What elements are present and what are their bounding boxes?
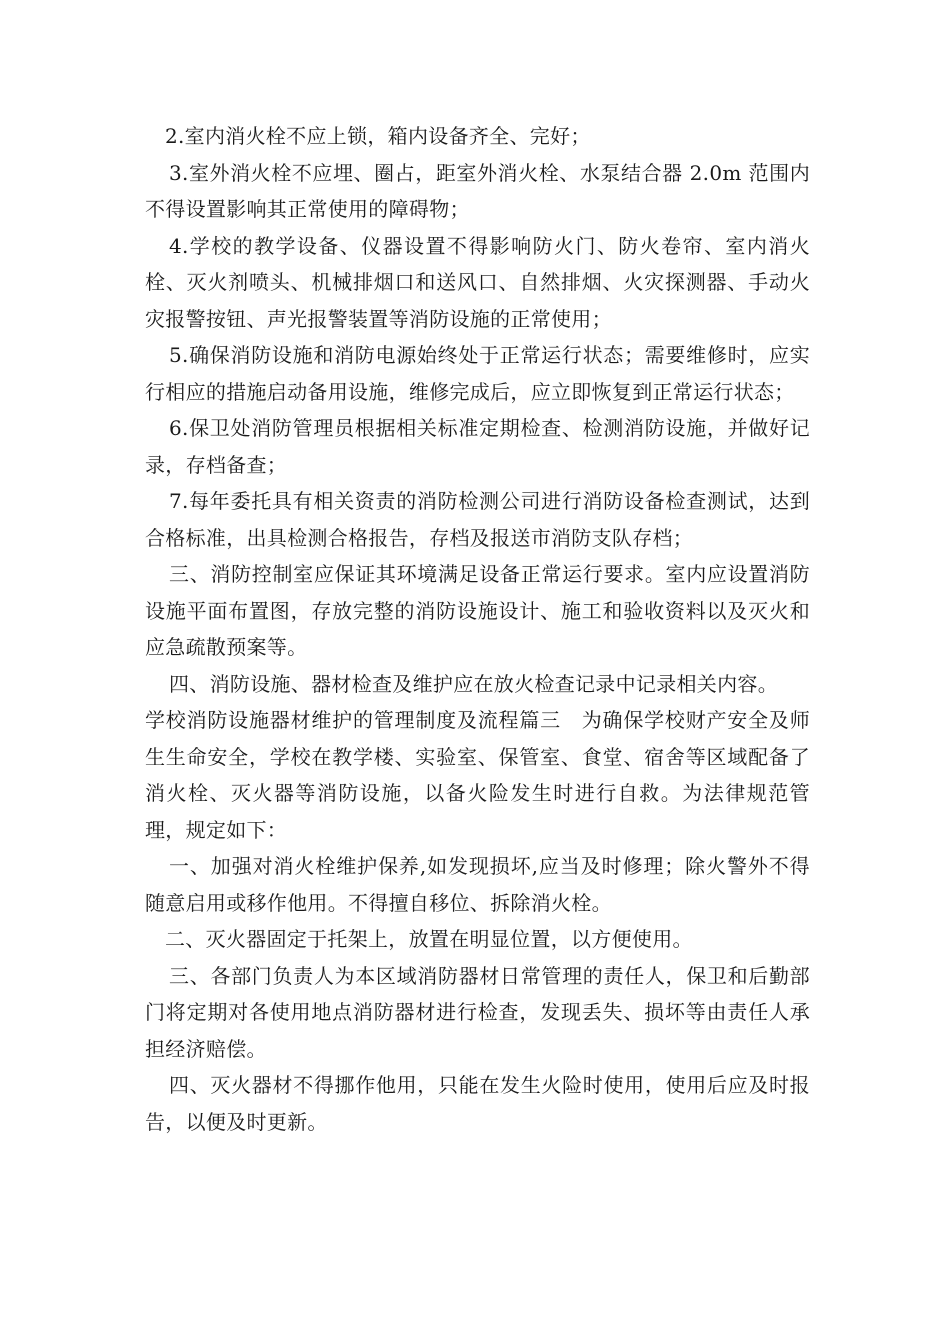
- paragraph-item-6: 6.保卫处消防管理员根据相关标准定期检查、检测消防设施，并做好记录，存档备查；: [145, 416, 810, 477]
- paragraph-rule-3: 三、各部门负责人为本区域消防器材日常管理的责任人，保卫和后勤部门将定期对各使用地点消防器材进行检查，发现丢失、损坏等由责任人承担经济赔偿。: [145, 963, 810, 1061]
- document-body: [145, 118, 810, 1140]
- paragraph-article-heading: 学校消防设施器材维护的管理制度及流程篇三 为确保学校财产安全及师生生命安全，学校在教学楼、实验室、保管室、食堂、宿舍等区域配备了消火栓、灭火器等消防设施，以备火险发生时进行自救。为法律规范管理，规定如下：: [145, 708, 810, 842]
- paragraph-item-7: 7.每年委托具有相关资责的消防检测公司进行消防设备检查测试，达到合格标准，出具检测合格报告，存档及报送市消防支队存档；: [145, 489, 810, 550]
- paragraph-section-4: 四、消防设施、器材检查及维护应在放火检查记录中记录相关内容。: [169, 671, 778, 696]
- paragraph-section-3: 三、消防控制室应保证其环境满足设备正常运行要求。室内应设置消防设施平面布置图，存放完整的消防设施设计、施工和验收资料以及灭火和应急疏散预案等。: [145, 562, 810, 659]
- paragraph-rule-1: 一、加强对消火栓维护保养,如发现损坏,应当及时修理；除火警外不得随意启用或移作他用。不得擅自移位、拆除消火栓。: [145, 854, 810, 915]
- paragraph-rule-2: 二、灭火器固定于托架上，放置在明显位置，以方便使用。: [165, 927, 693, 951]
- paragraph-item-4: 4.学校的教学设备、仪器设置不得影响防火门、防火卷帘、室内消火栓、灭火剂喷头、机械排烟口和送风口、自然排烟、火灾探测器、手动火灾报警按钮、声光报警装置等消防设施的正常使用；: [145, 233, 810, 331]
- paragraph-item-5: 5.确保消防设施和消防电源始终处于正常运行状态；需要维修时，应实行相应的措施启动备用设施，维修完成后，应立即恢复到正常运行状态；: [145, 343, 810, 404]
- paragraph-item-3: 3.室外消火栓不应埋、圈占，距室外消火栓、水泵结合器 2.0m 范围内不得设置影响其正常使用的障碍物；: [145, 160, 810, 221]
- paragraph-item-2: 2.室内消火栓不应上锁，箱内设备齐全、完好；: [165, 124, 591, 148]
- paragraph-rule-4: 四、灭火器材不得挪作他用，只能在发生火险时使用，使用后应及时报告，以便及时更新。: [145, 1073, 810, 1134]
